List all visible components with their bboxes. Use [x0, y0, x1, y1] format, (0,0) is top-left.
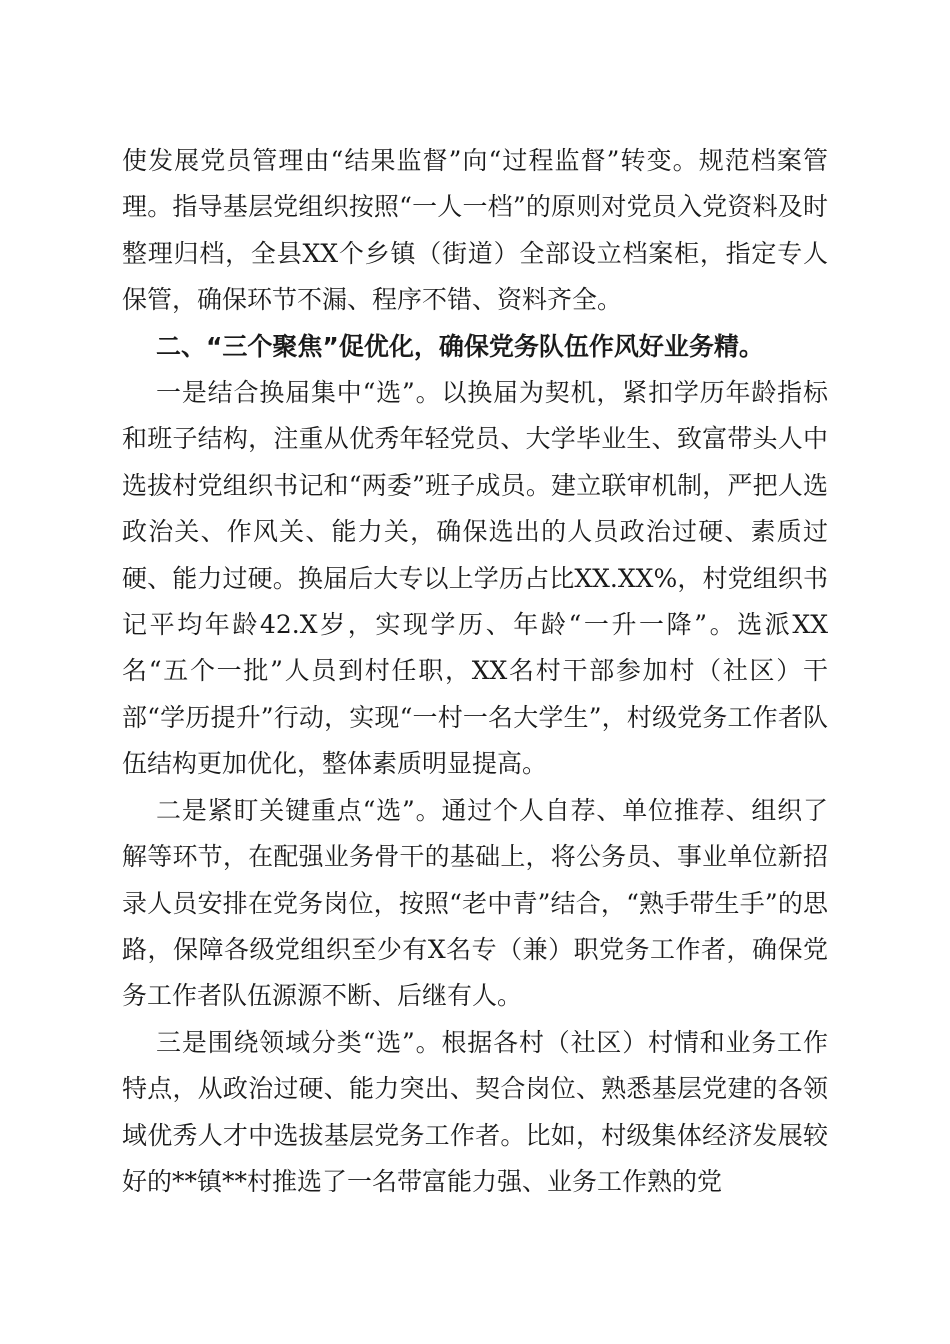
paragraph-point-two: 二是紧盯关键重点“选”。通过个人自荐、单位推荐、组织了解等环节，在配强业务骨干的基础上，将公务员、事业单位新招录人员安排在党务岗位，按照“老中青”结合，“熟手带生手”的思路，保障各级党组织至少有X名专（兼）职党务工作者，确保党务工作者队伍源源不断、后继有人。 [122, 795, 828, 1011]
document-body [122, 138, 828, 1205]
section-heading: 二、“三个聚焦”促优化，确保党务队伍作风好业务精。 [156, 331, 764, 361]
paragraph-point-one: 一是结合换届集中“选”。以换届为契机，紧扣学历年龄指标和班子结构，注重从优秀年轻党员、大学毕业生、致富带头人中选拔村党组织书记和“两委”班子成员。建立联审机制，严把人选政治关、作风关、能力关，确保选出的人员政治过硬、素质过硬、能力过硬。换届后大专以上学历占比XX.XX%，村党组织书记平均年龄42.X岁，实现学历、年龄“一升一降”。选派XX名“五个一批”人员到村任职，XX名村干部参加村（社区）干部“学历提升”行动，实现“一村一名大学生”，村级党务工作者队伍结构更加优化，整体素质明显提高。 [122, 378, 828, 779]
paragraph-continuation: 使发展党员管理由“结果监督”向“过程监督”转变。规范档案管理。指导基层党组织按照“一人一档”的原则对党员入党资料及时整理归档，全县XX个乡镇（街道）全部设立档案柜，指定专人保管，确保环节不漏、程序不错、资料齐全。 [122, 146, 828, 315]
paragraph-point-three: 三是围绕领域分类“选”。根据各村（社区）村情和业务工作特点，从政治过硬、能力突出、契合岗位、熟悉基层党建的各领域优秀人才中选拔基层党务工作者。比如，村级集体经济发展较好的**镇**村推选了一名带富能力强、业务工作熟的党 [122, 1027, 828, 1196]
